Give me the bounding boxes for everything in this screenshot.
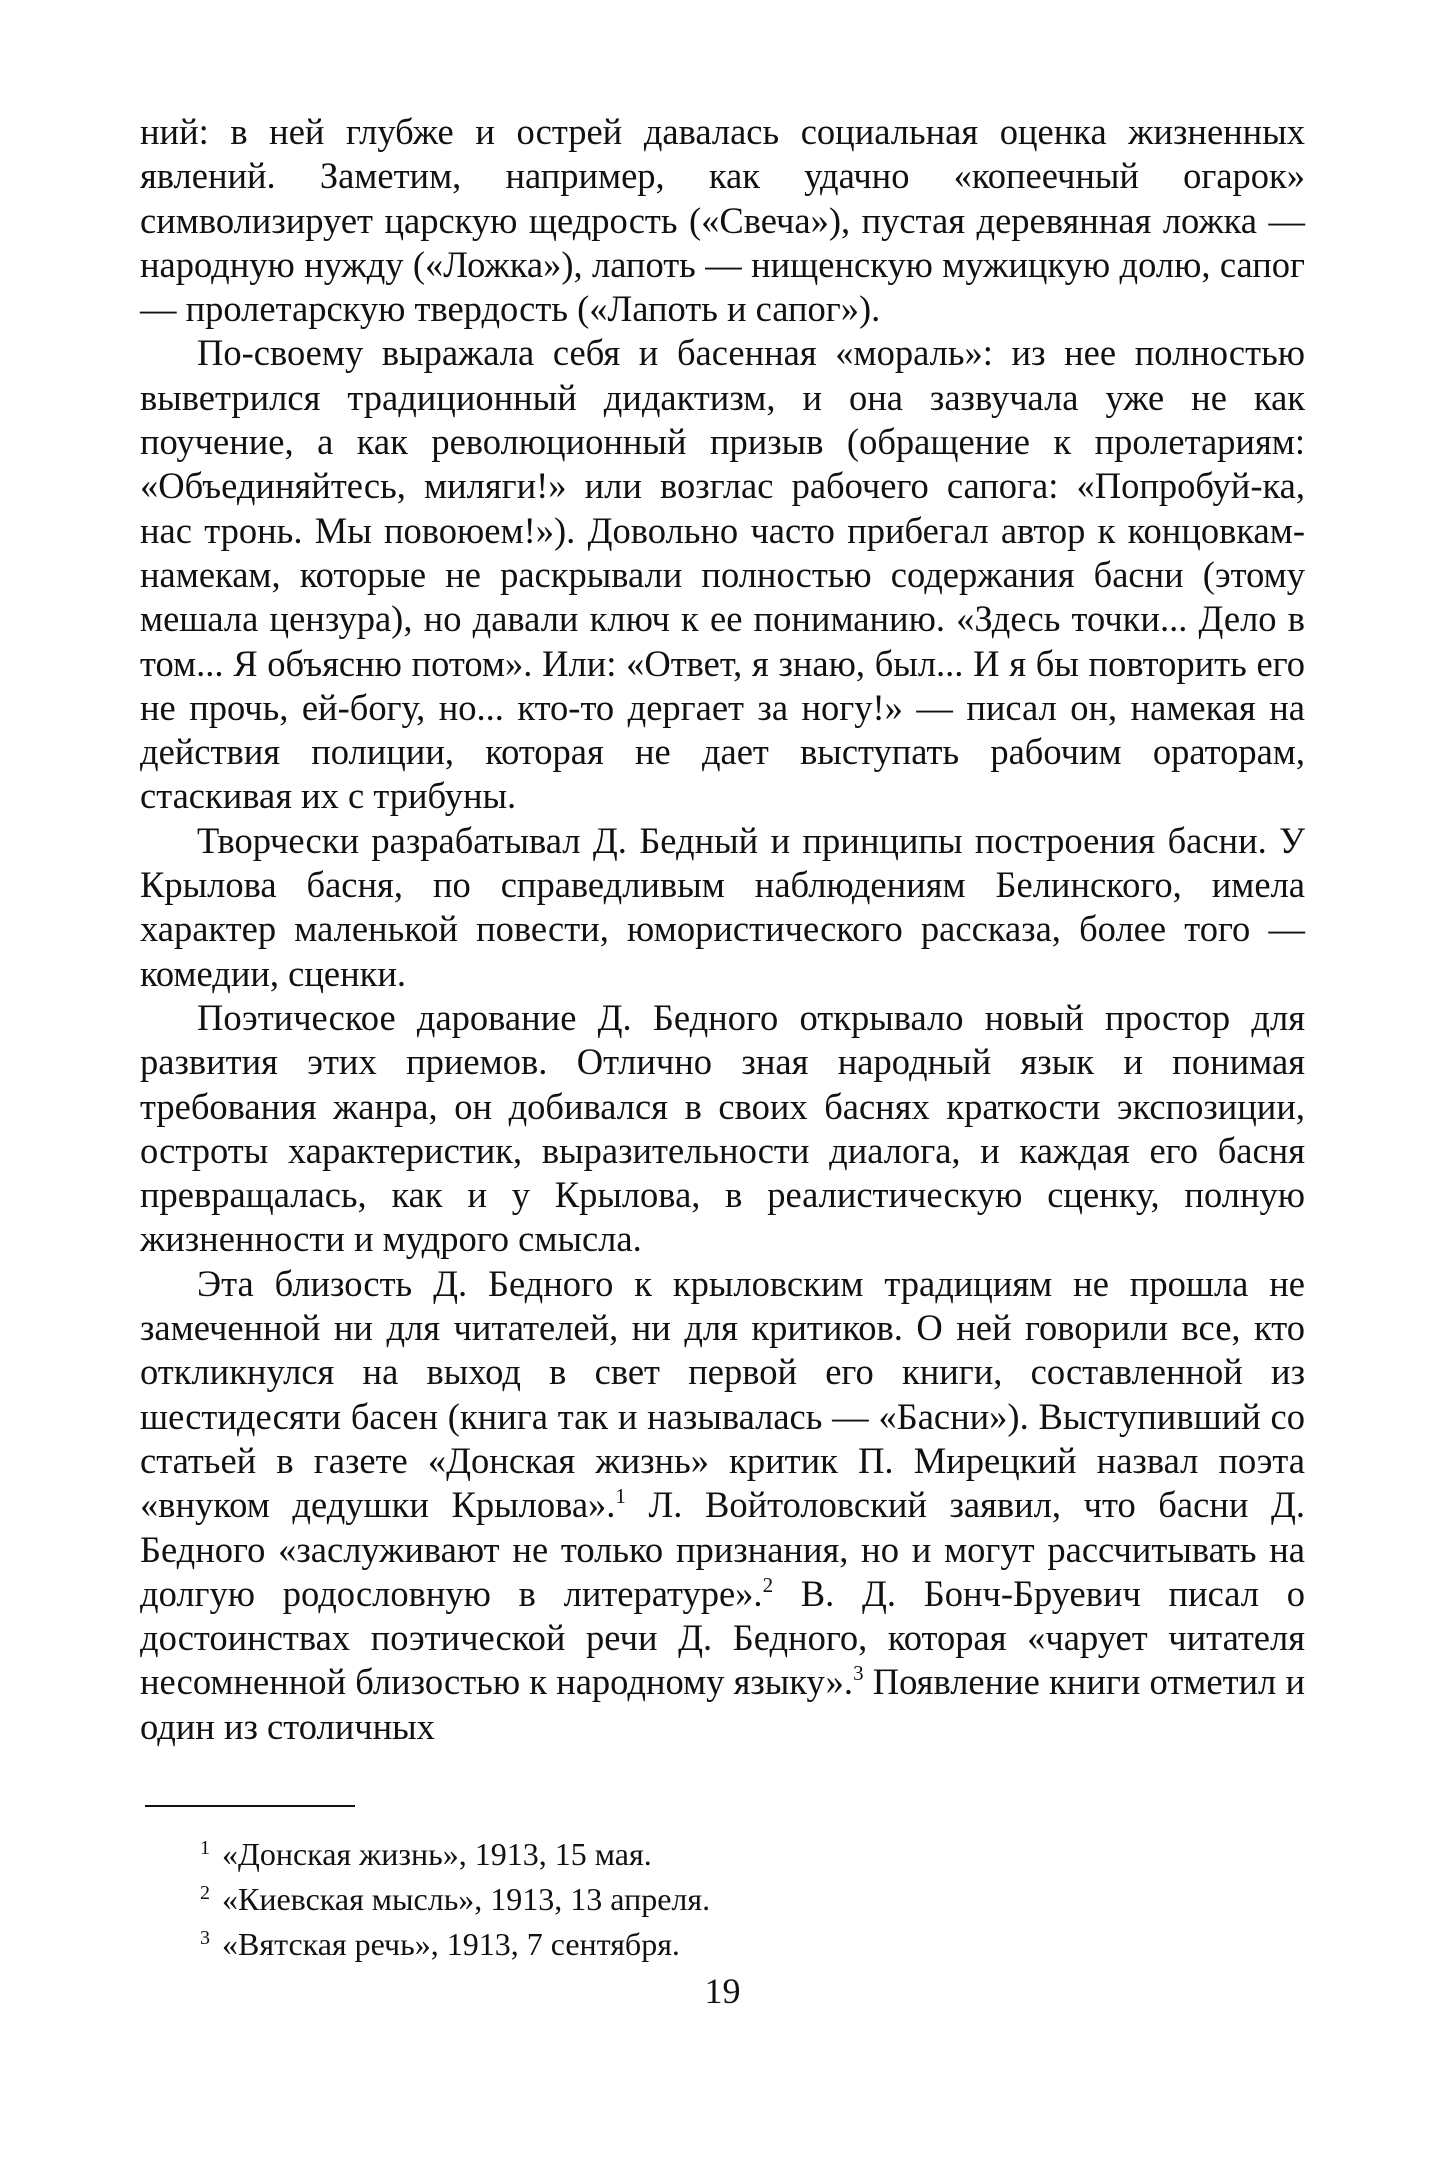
footnote-text: «Донская жизнь», 1913, 15 мая.	[222, 1835, 652, 1872]
paragraph-3: Творчески разрабатывал Д. Бедный и принципы построения басни. У Крылова басня, по справедливым наблюдениям Белинского, имела характер маленькой повести, юмористического рассказа, более того — комедии, сценки.	[140, 819, 1305, 994]
footnote-number: 2	[200, 1881, 210, 1904]
footnote-ref-2: 2	[762, 1572, 774, 1597]
footnote-number: 1	[200, 1836, 210, 1859]
page-number: 19	[704, 1971, 741, 2011]
paragraph-5-part-3: В. Д. Бонч-Бруевич писал о достоинствах поэтической речи Д. Бедного, которая «чарует читателя несомненной близостью к народному языку».	[140, 1572, 1305, 1703]
footnote-number: 3	[200, 1926, 210, 1949]
paragraph-5-part-2: Л. Войтоловский заявил, что басни Д. Бедного «заслуживают не только признания, но и могут рассчитывать на долгую родословную в литературе».	[140, 1484, 1305, 1614]
footnote-1	[200, 1829, 1305, 1874]
paragraph-5	[140, 1262, 1305, 1749]
footnote-3	[200, 1919, 1305, 1964]
paragraph-1: ний: в ней глубже и острей давалась социальная оценка жизненных явлений. Заметим, например, как удачно «копеечный огарок» символизирует царскую щедрость («Свеча»), пустая деревянная ложка — народную нужду («Ложка»), лапоть — нищенскую мужицкую долю, сапог — пролетарскую твердость («Лапоть и сапог»).	[140, 111, 1305, 330]
paragraph-5-part-4: Появление книги отметил и один из столичных	[140, 1661, 1305, 1747]
paragraph-2: По-своему выражала себя и басенная «мораль»: из нее полностью выветрился традиционный дидактизм, и она зазвучала уже не как поучение, а как революционный призыв (обращение к пролетариям: «Объединяйтесь, миляги!» или возглас рабочего сапога: «Попробуй-ка, нас тронь. Мы повоюем!»). Довольно часто прибегал автор к концовкам-намекам, которые не раскрывали полностью содержания басни (этому мешала цензура), но давали ключ к ее пониманию. «Здесь точки... Дело в том... Я объясню потом». Или: «Ответ, я знаю, был... И я бы повторить его не прочь, ей-богу, но... кто-то дергает за ногу!» — писал он, намекая на действия полиции, которая не дает выступать рабочим ораторам, стаскивая их с трибуны.	[140, 332, 1305, 817]
footnotes	[200, 1829, 1305, 1964]
footnote-text: «Киевская мысль», 1913, 13 апреля.	[222, 1880, 711, 1917]
footnote-ref-1: 1	[615, 1484, 626, 1509]
footnote-text: «Вятская речь», 1913, 7 сентября.	[222, 1925, 680, 1962]
footnote-separator	[145, 1805, 355, 1807]
paragraph-5-part-1: Эта близость Д. Бедного к крыловским традициям не прошла не замеченной ни для читателей, ни для критиков. О ней говорили все, кто откликнулся на выход в свет первой его книги, составленной из шестидесяти басен (книга так и называлась — «Басни»). Выступивший со статьей в газете «Донская жизнь» критик П. Мирецкий назвал поэта «внуком дедушки Крылова».	[140, 1262, 1305, 1526]
footnote-2	[200, 1874, 1305, 1919]
footnote-ref-3: 3	[853, 1661, 864, 1686]
paragraph-4: Поэтическое дарование Д. Бедного открывало новый простор для развития этих приемов. Отлично зная народный язык и понимая требования жанра, он добивался в своих баснях краткости экспозиции, остроты характеристик, выразительности диалога, и каждая его басня превращалась, как и у Крылова, в реалистическую сценку, полную жизненности и мудрого смысла.	[140, 996, 1305, 1260]
body-text	[140, 110, 1305, 1749]
book-page	[140, 110, 1305, 2011]
